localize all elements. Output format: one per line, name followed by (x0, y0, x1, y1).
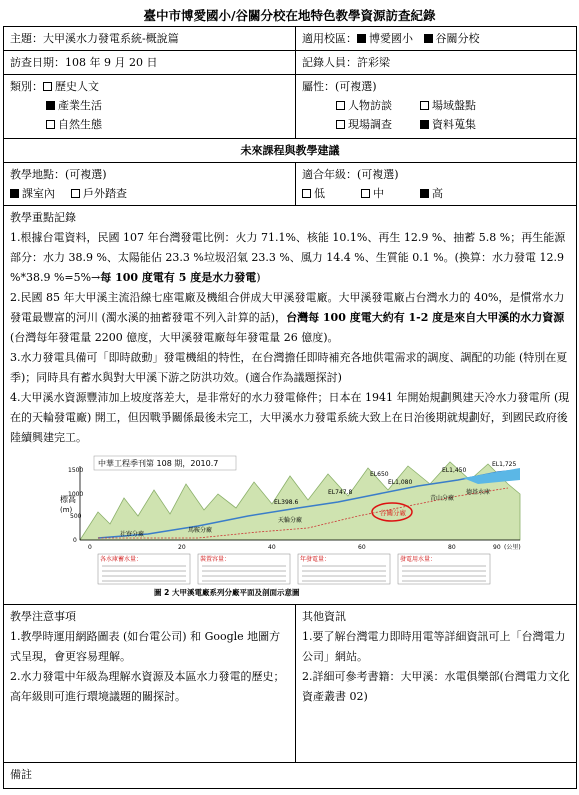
theme-value: 大甲溪水力發電系統-概說篇 (43, 32, 179, 45)
key-notes-label: 教學重點記錄 (10, 211, 76, 224)
y-axis-label: 標高 (60, 495, 76, 504)
grade-label: 適合年級：(可複選) (302, 168, 399, 181)
teaching-note-1: 1.教學時運用網路圖表 (如台電公司) 和 Google 地圖方式呈現，會更容易理解。 (10, 630, 281, 663)
category-option-ecology[interactable] (46, 118, 102, 131)
place-option-classroom[interactable] (10, 187, 55, 200)
grade-option-mid[interactable] (361, 187, 384, 200)
option-label: 人物訪談 (348, 99, 392, 112)
other-info-1: 1.要了解台灣電力即時用電等詳細資訊可上「台灣電力公司」網站。 (302, 630, 566, 663)
note-1 (10, 228, 570, 288)
option-label: 戶外踏查 (83, 187, 127, 200)
plant-label: 馬鞍分廠 (188, 527, 213, 534)
category-option-industry[interactable] (46, 99, 102, 112)
category-label: 類別： (10, 80, 43, 93)
school-cell (296, 27, 577, 51)
note-text: 2.民國 85 年大甲溪主流沿線七座電廠及機組合併成大甲溪發電廠。大甲溪發電廠占台灣水力的 40%，是慣常水力發電最豐富的河川 (濁水溪的抽蓄發電不列入計算的話)， (10, 291, 565, 324)
checkbox-empty-icon (43, 82, 52, 91)
table-header: 裝置容量： (200, 556, 231, 563)
elevation-callout: EL1,450 (442, 467, 467, 474)
elevation-callout: EL1,725 (492, 461, 517, 468)
option-label: 高 (432, 187, 443, 200)
recorder-label: 記錄人員： (302, 56, 357, 69)
x-axis-unit: (公里) (504, 544, 521, 551)
x-tick: 80 (448, 544, 456, 551)
option-label: 谷關分校 (435, 32, 480, 45)
checkbox-empty-icon (71, 189, 80, 198)
other-info-label: 其他資訊 (302, 610, 346, 623)
y-tick: 500 (70, 513, 82, 520)
recorder-cell (296, 51, 577, 75)
table-header: 年發電量： (300, 556, 331, 563)
checkbox-checked-icon (46, 101, 55, 110)
figure-header: 中華工程季刊第 108 期，2010.7 (98, 459, 219, 468)
note-3: 3.水力發電具備可「即時啟動」發電機組的特性，在台灣擔任即時補充各地供電需求的調度、調配的功能 (特別在夏季)；同時具有蓄水與對大甲溪下游之防洪功效。(適合作為議題探討) (10, 351, 568, 384)
attribute-cell (296, 75, 577, 139)
note-4: 4.大甲溪水資源豐沛加上坡度落差大，是非常好的水力發電條件；日本在 1941 年開始規劃興建天冷水力發電所 (現在的天輪發電廠) 開工，但因戰爭關係最後未完工，大甲溪水力發電系統大致上在日治後期就規劃好，到國民政府後陸續興建完工。 (10, 391, 570, 444)
category-cell (4, 75, 296, 139)
key-notes-cell (4, 206, 577, 605)
option-label: 博愛國小 (369, 32, 413, 45)
option-label: 場域盤點 (432, 99, 476, 112)
attribute-option-survey[interactable] (336, 118, 392, 131)
option-label: 產業生活 (58, 99, 102, 112)
checkbox-empty-icon (420, 101, 429, 110)
x-tick: 40 (268, 544, 276, 551)
other-info-cell (296, 605, 577, 763)
attribute-option-interview[interactable] (336, 99, 392, 112)
place-option-outdoor[interactable] (71, 187, 127, 200)
teaching-note-2: 2.水力發電中年級為理解水資源及本區水力發電的歷史；高年級則可進行環境議題的關探討。 (10, 670, 285, 703)
y-axis-unit: (m) (60, 506, 73, 514)
note-highlight: 每 100 度電有 5 度是水力發電 (100, 271, 257, 284)
option-label: 資料蒐集 (432, 118, 476, 131)
plant-label: 社寮分廠 (120, 531, 145, 538)
x-tick: 20 (178, 544, 186, 551)
checkbox-empty-icon (302, 189, 311, 198)
record-form (3, 26, 577, 789)
checkbox-checked-icon (10, 189, 19, 198)
note-text: ) (256, 271, 261, 284)
checkbox-empty-icon (361, 189, 370, 198)
note-text: 1.根據台電資料，民國 107 年台灣發電比例：火力 71.1%、核能 10.1%、再生 12.9 %、抽蓄 5.8 %；再生能源部分：水力 38.9 %、太陽能佔 23.3 %垃圾沼氣 23.3 %、風力 14.4 %、生質能 0.1 %。(換算：水力發電 12.9 %*38.9 %=5%→ (10, 231, 566, 284)
grade-option-high[interactable] (420, 187, 443, 200)
y-tick: 1500 (68, 467, 84, 474)
elevation-callout: EL398.6 (274, 499, 299, 506)
school-option-boai[interactable] (357, 32, 413, 45)
plant-label: 青山分廠 (430, 495, 455, 502)
checkbox-checked-icon (357, 34, 366, 43)
remarks-label: 備註 (10, 768, 32, 781)
attribute-option-data[interactable] (420, 118, 476, 131)
elevation-profile-diagram (58, 454, 524, 600)
x-tick: 0 (88, 544, 92, 551)
option-label: 歷史人文 (55, 80, 99, 93)
y-tick: 0 (73, 537, 77, 544)
teach-place-label: 教學地點：(可複選) (10, 168, 107, 181)
table-header: 各水庫蓄水量： (100, 556, 143, 563)
checkbox-empty-icon (46, 120, 55, 129)
teaching-notes-label: 教學注意事項 (10, 610, 76, 623)
table-header: 發電用水量： (400, 556, 437, 563)
option-label: 低 (314, 187, 325, 200)
option-label: 自然生態 (58, 118, 102, 131)
plant-label: 天輪分廠 (278, 517, 303, 524)
teach-place-cell (4, 163, 296, 206)
figure-caption: 圖 2 大甲溪電廠系列分廠平面及剖面示意圖 (154, 588, 300, 597)
option-label: 課室內 (22, 187, 55, 200)
x-tick: 90 (493, 544, 501, 551)
option-label: 現場調查 (348, 118, 392, 131)
checkbox-checked-icon (424, 34, 433, 43)
highlight-label: 谷關分廠 (380, 509, 406, 517)
power-system-figure (58, 454, 570, 600)
option-label: 中 (373, 187, 384, 200)
checkbox-checked-icon (420, 120, 429, 129)
attribute-label: 屬性：(可複選) (302, 80, 377, 93)
checkbox-checked-icon (420, 189, 429, 198)
theme-cell (4, 27, 296, 51)
other-info-2: 2.詳細可參考書籍：大甲溪：水電俱樂部(台灣電力文化資產叢書 02) (302, 670, 570, 703)
elevation-callout: EL747.8 (328, 489, 353, 496)
recorder-value: 許彩梁 (357, 56, 390, 69)
checkbox-empty-icon (336, 120, 345, 129)
visit-date-value: 108 年 9 月 20 日 (65, 56, 158, 69)
elevation-callout: EL1,080 (388, 479, 413, 486)
visit-date-cell (4, 51, 296, 75)
x-tick: 60 (358, 544, 366, 551)
elevation-callout: EL650 (370, 471, 389, 478)
checkbox-empty-icon (336, 101, 345, 110)
category-option-history[interactable] (43, 80, 99, 93)
remarks-cell (4, 763, 577, 789)
school-label: 適用校區： (302, 32, 357, 45)
note-highlight: 台灣每 100 度電大約有 1-2 度是來自大甲溪的水力資源 (286, 311, 565, 324)
teaching-notes-cell (4, 605, 296, 763)
attribute-option-site[interactable] (420, 99, 476, 112)
school-option-guguan[interactable] (424, 32, 480, 45)
note-text: (台灣每年發電量 2200 億度，大甲溪發電廠每年發電量 26 億度)。 (10, 331, 339, 344)
future-section-title: 未來課程與教學建議 (4, 139, 577, 163)
plant-label: 德基水庫 (466, 489, 491, 496)
theme-label: 主題： (10, 32, 43, 45)
document-title: 臺中市博愛國小/谷關分校在地特色教學資源訪查紀錄 (143, 8, 436, 23)
note-2 (10, 288, 570, 348)
visit-date-label: 訪查日期： (10, 56, 65, 69)
y-tick: 1000 (68, 491, 84, 498)
grade-option-low[interactable] (302, 187, 325, 200)
grade-cell (296, 163, 577, 206)
